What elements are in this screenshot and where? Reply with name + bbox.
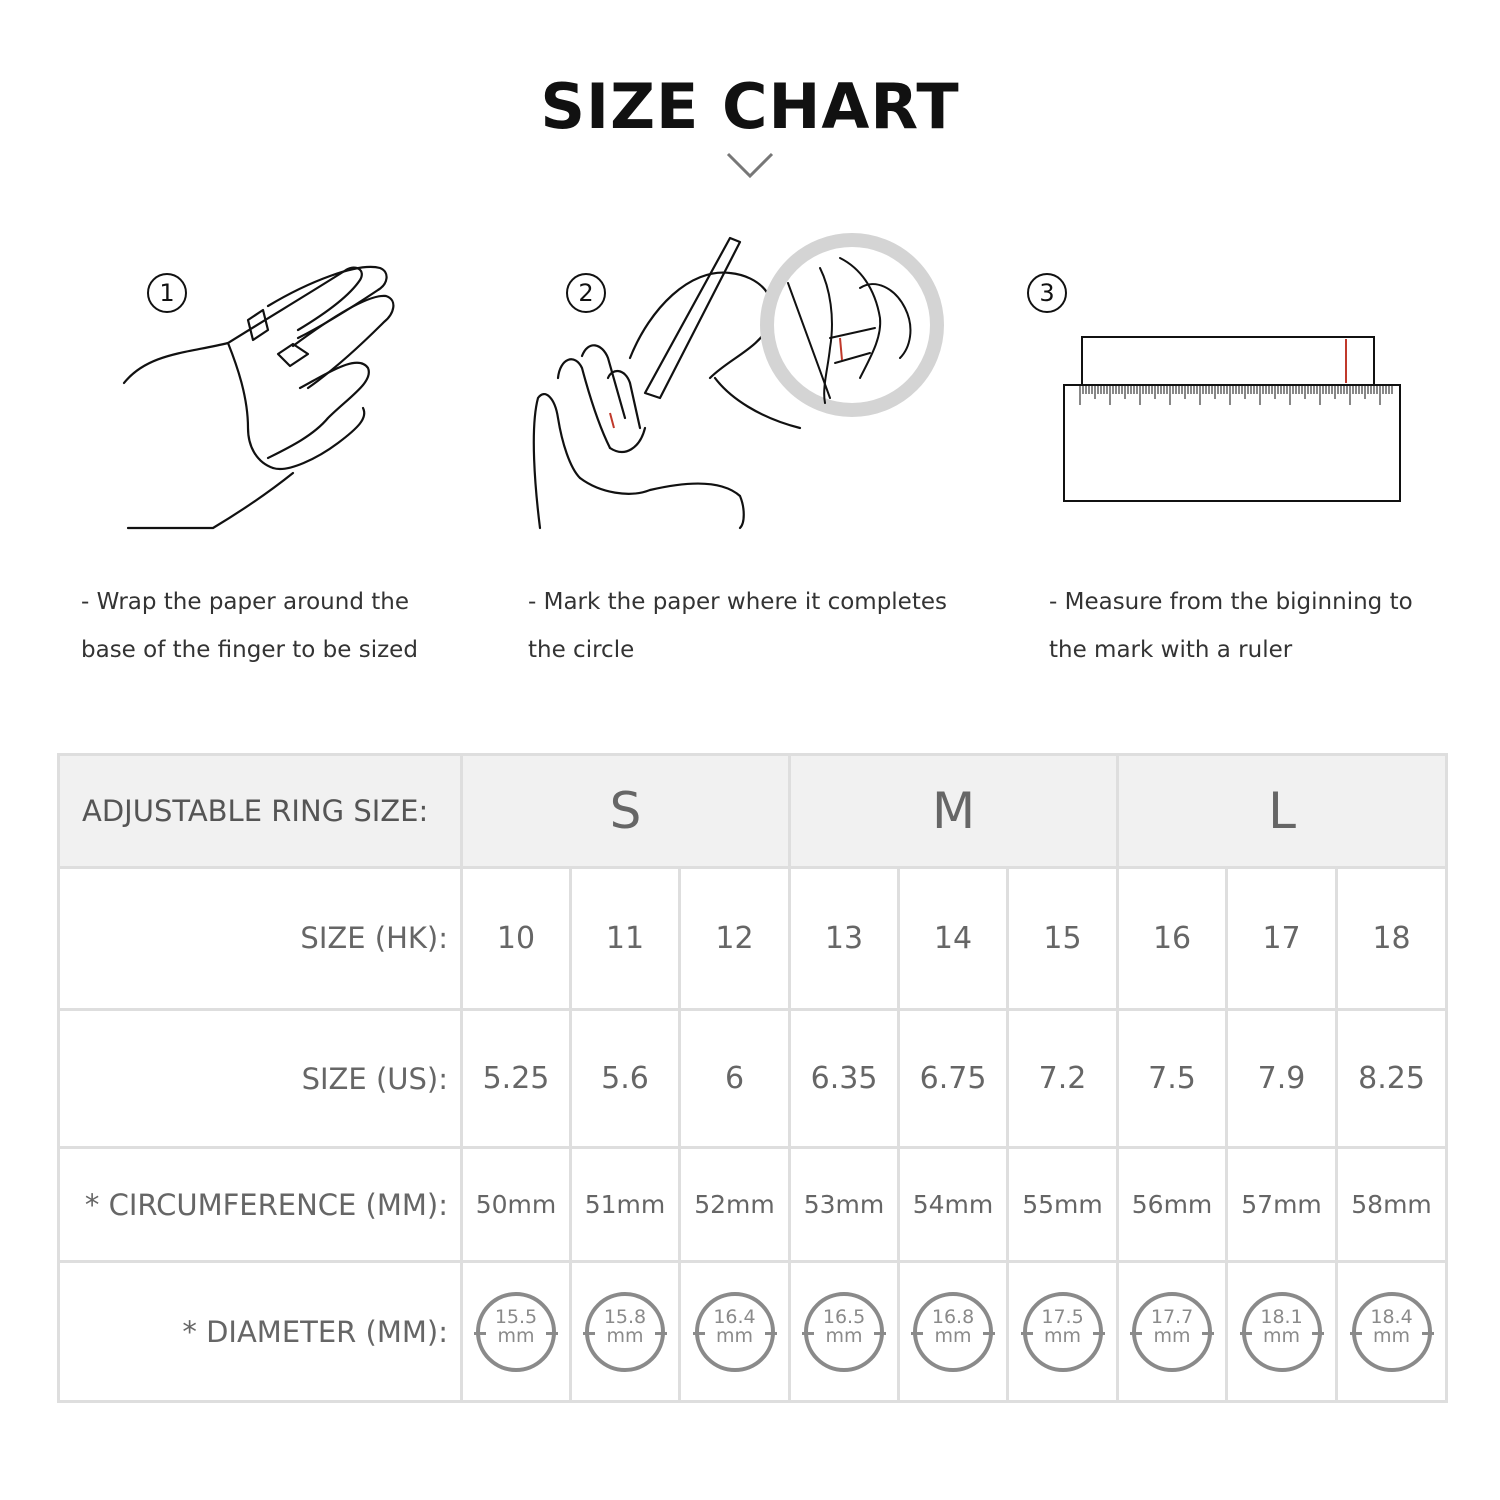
ring-circle-icon xyxy=(804,1292,884,1372)
diameter-value: 18.4 xyxy=(1370,1305,1413,1328)
us-cell: 7.5 xyxy=(1118,1009,1227,1148)
step-2-number: 2 xyxy=(566,273,606,313)
step-3-line-1: - Measure from the biginning to xyxy=(1049,589,1413,615)
hk-cell: 15 xyxy=(1008,868,1118,1010)
circumference-label: * CIRCUMFERENCE (MM): xyxy=(59,1148,462,1262)
chevron-down-icon xyxy=(726,150,774,184)
us-cell: 7.9 xyxy=(1227,1009,1337,1148)
ring-circle-icon xyxy=(695,1292,775,1372)
ring-circle-icon xyxy=(476,1292,556,1372)
ring-circle-icon xyxy=(1023,1292,1103,1372)
page-title: SIZE CHART xyxy=(540,70,960,143)
diameter-unit: mm xyxy=(1153,1324,1191,1347)
step-3-number: 3 xyxy=(1027,273,1067,313)
us-cell: 8.25 xyxy=(1337,1009,1447,1148)
diameter-cell xyxy=(790,1262,899,1402)
step-2-line-1: - Mark the paper where it completes xyxy=(528,589,947,615)
diameter-row xyxy=(59,1262,1447,1402)
circumference-cell: 57mm xyxy=(1227,1148,1337,1262)
diameter-unit: mm xyxy=(1263,1324,1301,1347)
group-s: S xyxy=(462,755,790,868)
hk-cell: 16 xyxy=(1118,868,1227,1010)
diameter-cell xyxy=(680,1262,790,1402)
step-2-caption xyxy=(528,578,947,674)
us-cell: 6.35 xyxy=(790,1009,899,1148)
diameter-cell xyxy=(1337,1262,1447,1402)
diameter-unit: mm xyxy=(934,1324,972,1347)
circumference-cell: 56mm xyxy=(1118,1148,1227,1262)
size-hk-row xyxy=(59,868,1447,1010)
diameter-value: 18.1 xyxy=(1260,1305,1303,1328)
hk-cell: 18 xyxy=(1337,868,1447,1010)
ring-circle-icon xyxy=(1242,1292,1322,1372)
hk-cell: 13 xyxy=(790,868,899,1010)
us-cell: 6 xyxy=(680,1009,790,1148)
ring-circle-icon xyxy=(913,1292,993,1372)
diameter-unit: mm xyxy=(497,1324,535,1347)
hk-cell: 12 xyxy=(680,868,790,1010)
circumference-cell: 51mm xyxy=(571,1148,680,1262)
hk-cell: 10 xyxy=(462,868,571,1010)
circumference-cell: 54mm xyxy=(899,1148,1008,1262)
group-m: M xyxy=(790,755,1118,868)
size-us-row xyxy=(59,1009,1447,1148)
us-cell: 7.2 xyxy=(1008,1009,1118,1148)
step-3-caption xyxy=(1049,578,1413,674)
hk-cell: 17 xyxy=(1227,868,1337,1010)
circumference-row xyxy=(59,1148,1447,1262)
step-1-caption xyxy=(81,578,418,674)
header-row xyxy=(59,755,1447,868)
circumference-cell: 50mm xyxy=(462,1148,571,1262)
hand-wrap-illustration xyxy=(118,258,408,538)
group-l: L xyxy=(1118,755,1447,868)
step-1-number: 1 xyxy=(147,273,187,313)
diameter-cell xyxy=(1118,1262,1227,1402)
diameter-unit: mm xyxy=(1044,1324,1082,1347)
diameter-label: * DIAMETER (MM): xyxy=(59,1262,462,1402)
diameter-value: 15.8 xyxy=(603,1305,647,1328)
ring-circle-icon xyxy=(585,1292,665,1372)
step-2-line-2: the circle xyxy=(528,637,635,663)
diameter-unit: mm xyxy=(1373,1324,1411,1347)
ring-circle-icon xyxy=(1352,1292,1432,1372)
diameter-cell xyxy=(1008,1262,1118,1402)
diameter-cell xyxy=(571,1262,680,1402)
diameter-cell xyxy=(899,1262,1008,1402)
diameter-unit: mm xyxy=(825,1324,863,1347)
diameter-value: 16.5 xyxy=(822,1305,866,1328)
circumference-cell: 58mm xyxy=(1337,1148,1447,1262)
diameter-cell xyxy=(1227,1262,1337,1402)
adjustable-ring-size-label: ADJUSTABLE RING SIZE: xyxy=(59,755,462,868)
diameter-unit: mm xyxy=(606,1324,644,1347)
size-hk-label: SIZE (HK): xyxy=(59,868,462,1010)
diameter-value: 17.7 xyxy=(1150,1305,1194,1328)
hk-cell: 11 xyxy=(571,868,680,1010)
size-table xyxy=(57,753,1448,1403)
diameter-value: 17.5 xyxy=(1041,1305,1084,1328)
diameter-value: 16.8 xyxy=(931,1305,975,1328)
diameter-value: 15.5 xyxy=(494,1305,538,1328)
us-cell: 6.75 xyxy=(899,1009,1008,1148)
circumference-cell: 55mm xyxy=(1008,1148,1118,1262)
us-cell: 5.6 xyxy=(571,1009,680,1148)
step-1-line-1: - Wrap the paper around the xyxy=(81,589,409,615)
us-cell: 5.25 xyxy=(462,1009,571,1148)
diameter-cell xyxy=(462,1262,571,1402)
step-3-line-2: the mark with a ruler xyxy=(1049,637,1293,663)
step-1-line-2: base of the finger to be sized xyxy=(81,637,418,663)
hand-mark-illustration xyxy=(530,228,950,533)
ring-circle-icon xyxy=(1132,1292,1212,1372)
diameter-value: 16.4 xyxy=(713,1305,756,1328)
diameter-unit: mm xyxy=(715,1324,754,1347)
circumference-cell: 53mm xyxy=(790,1148,899,1262)
circumference-cell: 52mm xyxy=(680,1148,790,1262)
size-us-label: SIZE (US): xyxy=(59,1009,462,1148)
ruler-illustration xyxy=(1060,333,1405,508)
hk-cell: 14 xyxy=(899,868,1008,1010)
